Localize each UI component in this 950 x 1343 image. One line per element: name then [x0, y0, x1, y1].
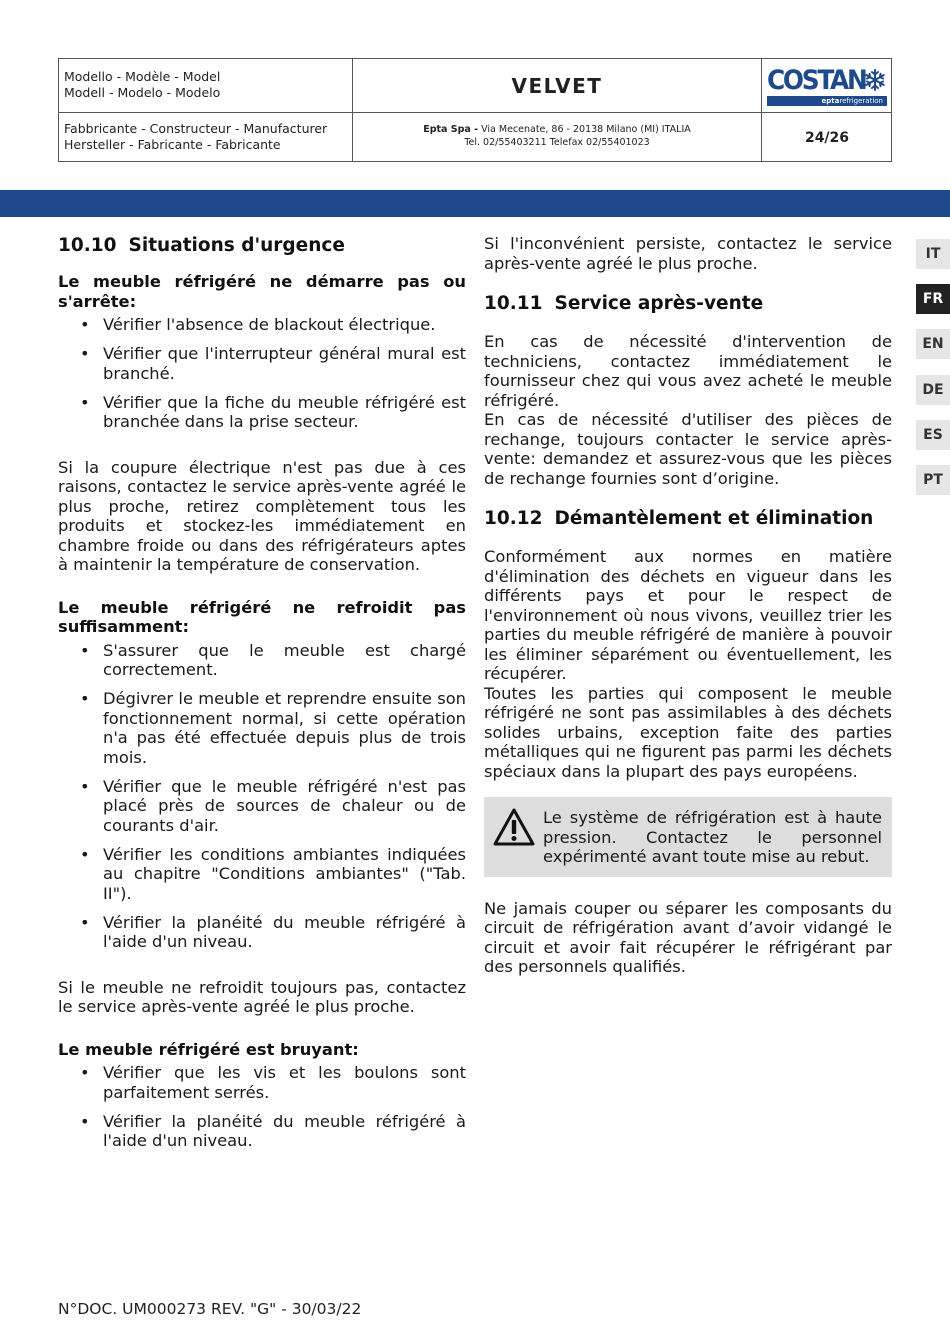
list-item: • Vérifier la planéité du meuble réfrigéré à l'aide d'un niveau.: [58, 913, 466, 952]
logo-cell: [762, 59, 892, 113]
list-item: • Vérifier que les vis et les boulons sont parfaitement serrés.: [58, 1063, 466, 1102]
logo-text: COSTAN: [767, 64, 866, 96]
paragraph-disposal-parts: Toutes les parties qui composent le meuble réfrigéré ne sont pas assimilables à des déchets solides urbains, exception faite des parties métalliques qui ne figurent pas parmi les déchets spéciaux dans la plupart des pays européens.: [484, 683, 892, 781]
lang-tab-en[interactable]: EN: [916, 329, 950, 359]
costan-logo: [767, 65, 887, 107]
document-header: [58, 58, 892, 162]
snowflake-icon: [864, 69, 886, 91]
manufacturer-label-line1: Fabbricante - Constructeur - Manufacturer: [64, 121, 328, 136]
model-label-line1: Modello - Modèle - Model: [64, 69, 221, 84]
checklist-no-start: [58, 315, 466, 432]
subheading-not-cooling: Le meuble réfrigéré ne refroidit pas suffisamment:: [58, 597, 466, 636]
company-name: Epta Spa -: [423, 124, 479, 135]
manufacturer-label: [59, 113, 353, 162]
lang-tab-de[interactable]: DE: [916, 375, 950, 405]
section-number: 10.11: [484, 293, 543, 314]
logo-subtitle-bar: [767, 96, 887, 106]
page-number: 24/26: [804, 129, 850, 146]
section-number: 10.12: [484, 508, 543, 529]
header-band: [0, 190, 950, 217]
checklist-not-cooling: [58, 641, 466, 952]
list-item: • Dégivrer le meuble et reprendre ensuite son fonctionnement normal, si cette opération n'a pas été effectuée depuis plus de trois mois.: [58, 689, 466, 767]
paragraph-disposal-rules: Conformément aux normes en matière d'élimination des déchets en vigueur dans les différents pays et pour le respect de l'environnement où nous vivons, veuillez trier les parties du meuble réfrigéré de manière à pouvoir les éliminer séparément ou éventuellement, les récupérer.: [484, 547, 892, 683]
left-column: [58, 234, 466, 1160]
model-label-line2: Modell - Modelo - Modelo: [64, 85, 221, 100]
section-number: 10.10: [58, 235, 117, 256]
model-name: VELVET: [353, 59, 762, 113]
paragraph-technicians: En cas de nécessité d'intervention de techniciens, contactez immédiatement le fournisseur chez qui vous avez acheté le meuble réfrigéré.: [484, 332, 892, 410]
list-item: • Vérifier que le meuble réfrigéré n'est pas placé près de sources de chaleur ou de courants d'air.: [58, 777, 466, 836]
section-heading-10-10: [58, 234, 466, 258]
checklist-noisy: [58, 1063, 466, 1151]
list-item: • Vérifier la planéité du meuble réfrigéré à l'aide d'un niveau.: [58, 1112, 466, 1151]
section-title: Service après-vente: [554, 293, 764, 314]
warning-text: Le système de réfrigération est à haute pression. Contactez le personnel expérimenté avant toute mise au rebut.: [543, 808, 882, 866]
model-label: [59, 59, 353, 113]
subheading-no-start: Le meuble réfrigéré ne démarre pas ou s'arrête:: [58, 272, 466, 311]
list-item: • Vérifier les conditions ambiantes indiquées au chapitre "Conditions ambiantes" ("Tab. II").: [58, 845, 466, 904]
right-column: [484, 234, 892, 977]
company-address: Via Mecenate, 86 - 20138 Milano (MI) ITALIA: [478, 124, 691, 135]
list-item: • S'assurer que le meuble est chargé correctement.: [58, 641, 466, 680]
lang-tab-fr[interactable]: FR: [916, 284, 950, 314]
paragraph-persist: Si l'inconvénient persiste, contactez le service après-vente agréé le plus proche.: [484, 234, 892, 273]
section-title: Situations d'urgence: [128, 235, 345, 256]
section-heading-10-12: [484, 507, 892, 531]
list-item: • Vérifier l'absence de blackout électrique.: [58, 315, 466, 335]
paragraph-power-cut: Si la coupure électrique n'est pas due à ces raisons, contactez le service après-vente agréé le plus proche, retirez complètement tous les produits et stockez-les immédiatement en chambre froide ou dans des réfrigérateurs aptes à maintenir la température de conservation.: [58, 457, 466, 574]
logo-sub: refrigeration: [839, 96, 883, 105]
paragraph-spare-parts: En cas de nécessité d'utiliser des pièces de rechange, toujours contacter le service après-vente: demandez et assurez-vous que les pièces de rechange fournies sont d’origine.: [484, 410, 892, 488]
manufacturer-label-line2: Hersteller - Fabricante - Fabricante: [64, 137, 281, 152]
paragraph-still-not-cooling: Si le meuble ne refroidit toujours pas, contactez le service après-vente agréé le plus proche.: [58, 977, 466, 1016]
subheading-noisy: Le meuble réfrigéré est bruyant:: [58, 1039, 359, 1059]
company-contact: Tel. 02/55403211 Telefax 02/55401023: [464, 136, 650, 148]
section-heading-10-11: [484, 292, 892, 316]
warning-box: [484, 797, 892, 877]
lang-tab-it[interactable]: IT: [916, 239, 950, 269]
paragraph-circuit-warning: Ne jamais couper ou séparer les composants du circuit de réfrigération avant d’avoir vidangé le circuit et avoir fait récupérer le réfrigérant par des personnels qualifiés.: [484, 898, 892, 976]
lang-tab-es[interactable]: ES: [916, 420, 950, 450]
logo-sub-bold: epta: [821, 96, 840, 105]
document-reference: N°DOC. UM000273 REV. "G" - 30/03/22: [58, 1300, 362, 1318]
section-title: Démantèlement et élimination: [554, 508, 874, 529]
lang-tab-pt[interactable]: PT: [916, 465, 950, 495]
list-item: • Vérifier que l'interrupteur général mural est branché.: [58, 344, 466, 383]
warning-triangle-icon: [492, 807, 536, 847]
manufacturer-info: [353, 113, 762, 162]
list-item: • Vérifier que la fiche du meuble réfrigéré est branchée dans la prise secteur.: [58, 393, 466, 432]
